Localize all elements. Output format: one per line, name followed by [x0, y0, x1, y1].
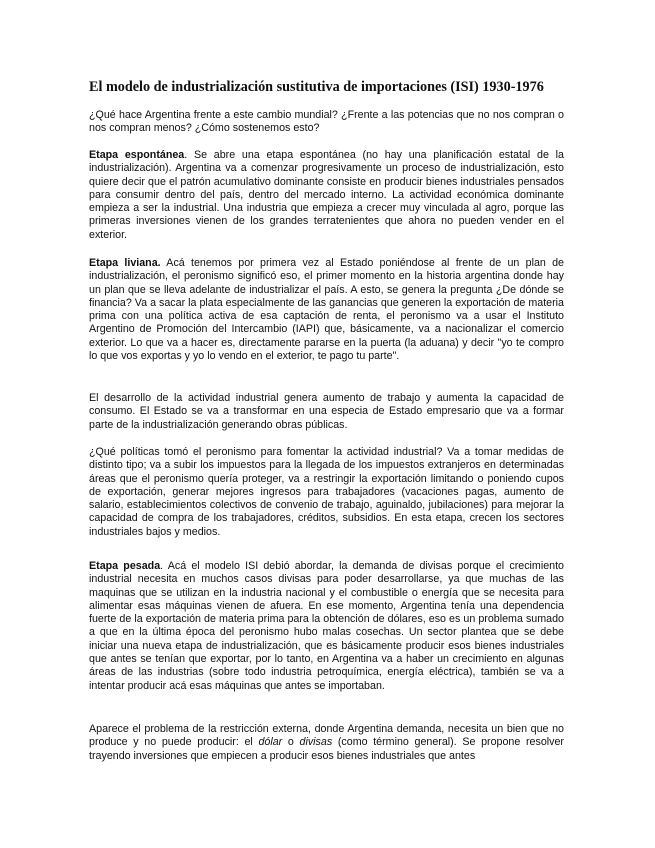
etapa-pesada-text: . Acá el modelo ISI debió abordar, la demanda de divisas porque el crecimiento industrial necesita en muchos casos divisas para poder desarrollarse, ya que muchas de las maquinas que se utilizan en la industria nacional y el combustible o energía que se necesita para alimentar esas máquinas vienen de afuera. En ese momento, Argentina tenía una dependencia fuerte de la exportación de materia prima para la obtención de dólares, eso es un problema sumado a que en la última época del peronismo hubo malas cosechas. Un sector plantea que se debe iniciar una nueva etapa de industrialización, que es básicamente producir esos bienes industriales que antes se tenían que exportar, por lo tanto, en Argentina va a haber un crecimiento en algunas áreas de las industrias (sobre todo industria petroquímica, energía eléctrica), también se va a intentar producir acá esas máquinas que antes se importaban.: [89, 560, 564, 692]
term-dolar: dólar: [258, 736, 283, 749]
etapa-espontanea-text: . Se abre una etapa espontánea (no hay una planificación estatal de la industrialización). Argentina va a comenzar progresivamente un proceso de industrialización, esto quiere decir que el patrón acumulativo dominante consiste en producir bienes industriales pensados para consumir dentro del país, dentro del mercado interno. La actividad económica dominante empieza a ser la industrial. Una industria que empieza a crecer muy vinculada al agro, porque las primeras inversiones vienen de los grandes terratenientes que ahora no pueden vender en el exterior.: [89, 149, 564, 241]
restriccion-connector: o: [282, 736, 300, 749]
etapa-liviana-paragraph: [89, 257, 564, 363]
etapa-liviana-heading: Etapa liviana.: [89, 257, 161, 269]
restriccion-text-after: (como término general). Se propone resolver trayendo inversiones que empiecen a producir esos bienes industriales que antes: [89, 736, 564, 762]
restriccion-text-before: Aparece el problema de la restricción externa, donde Argentina demanda, necesita un bien que no produce y no puede producir: el: [89, 723, 564, 749]
etapa-pesada-paragraph: [89, 560, 564, 693]
etapa-pesada-heading: Etapa pesada: [89, 560, 161, 572]
etapa-liviana-text: Acá tenemos por primera vez al Estado poniéndose al frente de un plan de industrialización, el peronismo significó eso, el primer momento en la historia argentina donde hay un plan que se lleva adelante de industrializar el país. A esto, se genera la pregunta ¿De dónde se financia? Va a sacar la plata especialmente de las ganancias que generen la exportación de materia prima con una política activa de esa captación de renta, el peronismo va a usar el Instituto Argentino de Promoción del Intercambio (IAPI) que, básicamente, va a nacionalizar el comercio exterior. Lo que va a hacer es, directamente pararse en la puerta (la aduana) y decir "yo te compro lo que vos exportas y yo lo vendo en el exterior, te pago tu parte".: [89, 257, 564, 363]
restriccion-paragraph: [89, 723, 564, 763]
document-title: El modelo de industrialización sustitutiva de importaciones (ISI) 1930-1976: [89, 79, 544, 95]
politicas-paragraph: ¿Qué políticas tomó el peronismo para fomentar la actividad industrial? Va a tomar medidas de distinto tipo; va a subir los impuestos para la llegada de los impuestos extranjeros en determinadas áreas que el peronismo quería proteger, va a restringir la exportación limitando o poniendo cupos de exportación, generar mejores ingresos para trabajadores (vacaciones pagas, aumento de salario, establecimientos colectivos de convenio de trabajo, aguinaldo, jubilaciones) para mejorar la capacidad de compra de los trabajadores, créditos, subsidios. En esta etapa, crecen los sectores industriales bajos y medios.: [89, 446, 564, 538]
etapa-espontanea-paragraph: [89, 149, 564, 242]
intro-paragraph: ¿Qué hace Argentina frente a este cambio mundial? ¿Frente a las potencias que no nos compran o nos compran menos? ¿Cómo sostenemos esto?: [89, 109, 564, 135]
etapa-espontanea-heading: Etapa espontánea: [89, 149, 185, 161]
term-divisas: divisas: [299, 736, 333, 749]
desarrollo-paragraph: El desarrollo de la actividad industrial genera aumento de trabajo y aumenta la capacidad de consumo. El Estado se va a transformar en una especia de Estado empresario que va a formar parte de la industrialización generando obras públicas.: [89, 392, 564, 431]
